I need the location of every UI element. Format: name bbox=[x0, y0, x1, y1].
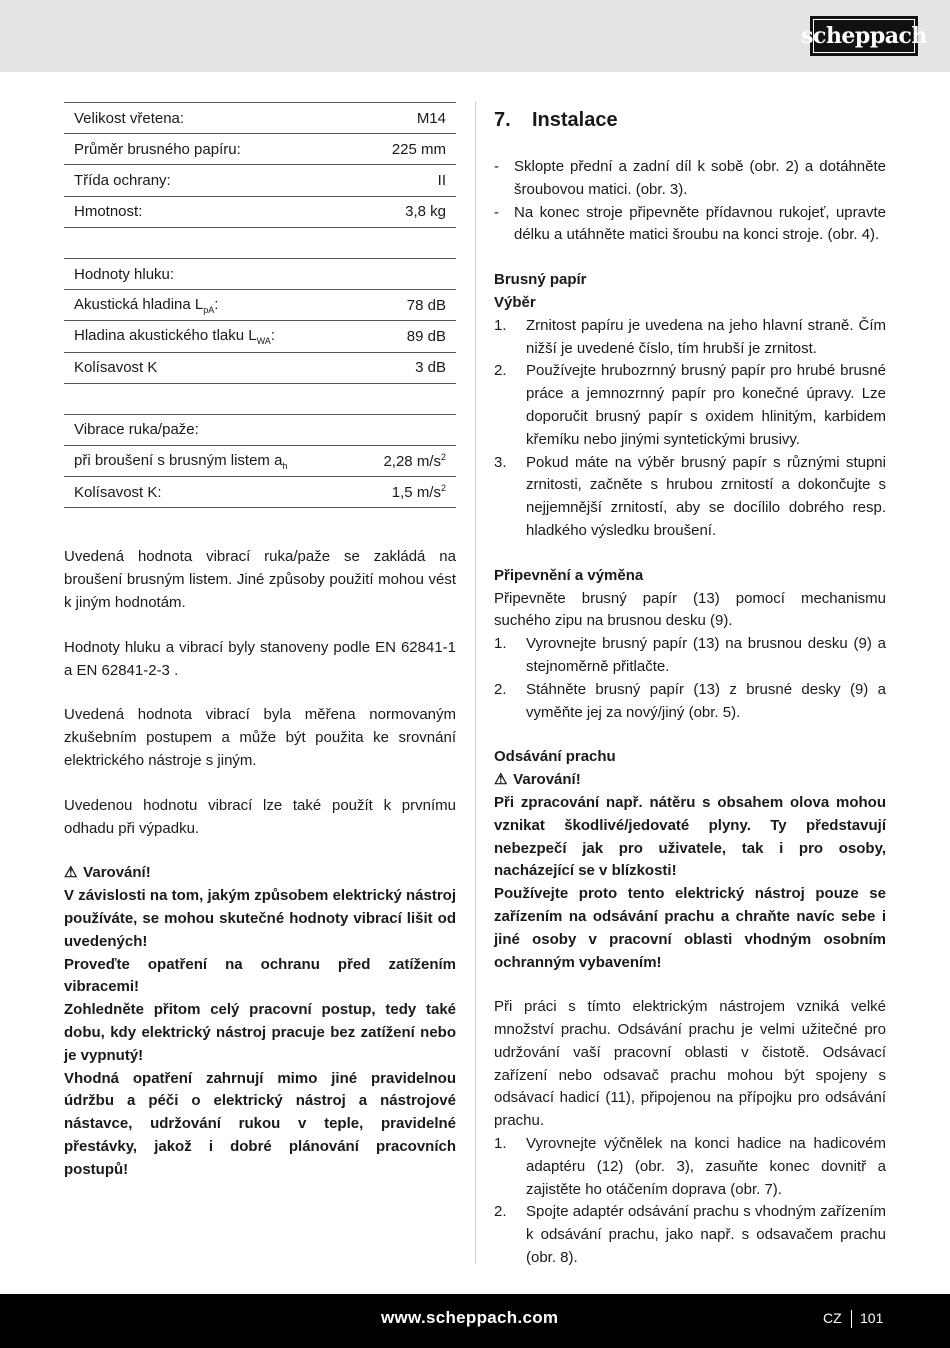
warning-text: Při zpracování např. nátěru s obsahem olova mohou vznikat škodlivé/jedovaté plyny. Ty představují nebezpečí jak pro uživatele, tak i pro osoby, nacházející se v blízkosti! bbox=[494, 793, 886, 880]
spec-value: 1,5 $m/s^2$ bbox=[391, 483, 446, 502]
spec-value: 2,28 $m/s^2$ bbox=[383, 452, 446, 471]
language-code: CZ bbox=[823, 1310, 842, 1326]
warning-text: Proveďte opatření na ochranu před zatížením vibracemi! bbox=[64, 955, 456, 996]
spec-label: Průměr brusného papíru: bbox=[74, 140, 241, 158]
subsection-heading: Odsávání prachu bbox=[494, 748, 616, 766]
spec-label: Hladina akustického tlaku $L_{WA}$: bbox=[74, 326, 275, 346]
footer-bar bbox=[0, 1294, 950, 1348]
spec-label: Kolísavost K bbox=[74, 359, 158, 377]
list-item: - Na konec stroje připevněte přídavnou rukojeť, upravte délku a utáhněte matici šroubu na konci stroje. (obr. 4). bbox=[494, 203, 886, 244]
install-list bbox=[494, 156, 886, 247]
spec-section-title bbox=[64, 259, 456, 290]
scheppach-logo: scheppach bbox=[810, 16, 918, 56]
spec-label: Kolísavost K: bbox=[74, 483, 162, 501]
warning-text: Vhodná opatření zahrnují mimo jiné pravidelnou údržbu a péči o elektrický nástroj a nástrojové nástavce, udržování rukou v teple, pravidelné přestávky, jakož i dobré plánování pracovních postupů! bbox=[64, 1069, 456, 1178]
spec-row bbox=[64, 165, 456, 196]
spec-label: při broušení s brusným listem $a_h$ bbox=[74, 451, 288, 471]
spec-label: Akustická hladina $L_{pA}$: bbox=[74, 295, 219, 315]
spec-empty-row bbox=[64, 384, 456, 415]
choice-list bbox=[494, 315, 886, 543]
website-link[interactable]: www.scheppach.com bbox=[381, 1308, 559, 1327]
spacer bbox=[64, 682, 456, 704]
warning-icon: ⚠ bbox=[494, 771, 508, 789]
list-item: 3. Pokud máte na výběr brusný papír s různými stupni zrnitosti, začněte s hrubou zrnitostí a dokončujte s nejjemnější zrnitostí, aby se docílilo dobrého resp. hladkého výsledku broušení. bbox=[494, 453, 886, 539]
paragraph: Připevněte brusný papír (13) pomocí mechanismu suchého zipu na brusnou desku (9). bbox=[494, 589, 886, 630]
page-number: 101 bbox=[860, 1310, 884, 1326]
paragraph: Uvedenou hodnotu vibrací lze také použít k prvnímu odhadu při výpadku. bbox=[64, 796, 456, 837]
warning-text: V závislosti na tom, jakým způsobem elektrický nástroj používáte, se mohou skutečné hodnoty vibrací lišit od uvedených! bbox=[64, 887, 456, 950]
spacer bbox=[494, 974, 886, 996]
spec-row bbox=[64, 103, 456, 134]
spacer bbox=[64, 840, 456, 862]
warning-heading: ⚠ Varování! bbox=[494, 769, 886, 792]
spec-value: II bbox=[437, 171, 446, 189]
list-item: 2. Používejte hrubozrnný brusný papír pro hrubé brusné práce a jemnozrnný papír pro konečné úpravy. Lze doporučit brusný papír s oxidem hlinitým, karbidem křemíku nebo jinými syntetickými brusivy. bbox=[494, 362, 886, 448]
spec-label: Třída ochrany: bbox=[74, 171, 171, 189]
spacer bbox=[64, 773, 456, 795]
vibration-title: Vibrace ruka/paže: bbox=[74, 421, 199, 439]
spec-row bbox=[64, 446, 456, 477]
footer-separator bbox=[851, 1310, 852, 1328]
warning-text: Zohledněte přitom celý pracovní postup, tedy také dobu, kdy elektrický nástroj pracuje bez zatížení nebo je vypnutý! bbox=[64, 1001, 456, 1064]
spacer bbox=[494, 138, 886, 156]
paragraph: Hodnoty hluku a vibrací byly stanoveny podle EN 62841-1 a EN 62841-2-3 . bbox=[64, 638, 456, 679]
paragraph: Při práci s tímto elektrickým nástrojem vzniká velké množství prachu. Odsávání prachu je velmi užitečné pro udržování vaší pracovní oblasti v čistotě. Odsávací zařízení nebo odsavač prachu mohou být spojeny s odsávací hadicí (11), připojenou na přípojku pro odsávání prachu. bbox=[494, 998, 886, 1130]
noise-title: Hodnoty hluku: bbox=[74, 265, 175, 283]
column-divider bbox=[475, 102, 476, 1264]
subsection-heading: Brusný papír bbox=[494, 271, 587, 289]
list-item: 1. Zrnitost papíru je uvedena na jeho hlavní straně. Čím nižší je uvedené číslo, tím hrubší je zrnitost. bbox=[494, 316, 886, 357]
spacer bbox=[494, 724, 886, 746]
spacer bbox=[64, 615, 456, 637]
dust-list bbox=[494, 1133, 886, 1270]
spec-row bbox=[64, 321, 456, 352]
spec-label: Velikost vřetena: bbox=[74, 109, 185, 127]
left-column bbox=[64, 102, 456, 1182]
list-item: 1. Vyrovnejte brusný papír (13) na brusnou desku (9) a stejnoměrně přitlačte. bbox=[494, 635, 886, 675]
spec-empty-row bbox=[64, 228, 456, 259]
spec-row bbox=[64, 197, 456, 228]
spec-row bbox=[64, 134, 456, 165]
spec-row bbox=[64, 290, 456, 321]
spacer bbox=[494, 247, 886, 269]
list-item: - Sklopte přední a zadní díl k sobě (obr. 2) a dotáhněte šroubovou matici. (obr. 3). bbox=[494, 158, 886, 198]
spec-table bbox=[64, 102, 456, 508]
list-item: 2. Stáhněte brusný papír (13) z brusné desky (9) a vyměňte jej za nový/jiný (obr. 5). bbox=[494, 680, 886, 721]
spec-value: M14 bbox=[416, 109, 446, 127]
spec-value: 89 dB bbox=[406, 327, 446, 345]
spec-value: 3 dB bbox=[415, 359, 446, 377]
warning-icon: ⚠ bbox=[64, 864, 78, 882]
subsection-heading: Připevnění a výměna bbox=[494, 566, 644, 584]
list-item: 1. Vyrovnejte výčnělek na konci hadice na hadicovém adaptéru (12) (obr. 3), zasuňte konec dovnitř a zajistěte ho otáčením doprava (obr. 7). bbox=[494, 1135, 886, 1198]
header-bar bbox=[0, 0, 950, 72]
list-item: 2. Spojte adaptér odsávání prachu s vhodným zařízením k odsávání prachu, jako např. s odsavačem prachu (obr. 8). bbox=[494, 1203, 886, 1267]
warning-heading: ⚠ Varování! bbox=[64, 862, 456, 885]
spec-value: 225 mm bbox=[391, 140, 446, 158]
spec-row bbox=[64, 353, 456, 384]
spec-row bbox=[64, 477, 456, 508]
attach-list bbox=[494, 633, 886, 724]
spacer bbox=[64, 508, 456, 546]
subsection-heading: Výběr bbox=[494, 293, 536, 311]
paragraph: Uvedená hodnota vibrací ruka/paže se zakládá na broušení brusným listem. Jiné způsoby použití mohou vést k jiným hodnotám. bbox=[64, 548, 456, 612]
spec-value: 78 dB bbox=[406, 296, 446, 314]
spec-value: 3,8 kg bbox=[405, 203, 446, 221]
right-column bbox=[494, 102, 886, 1270]
warning-text: Používejte proto tento elektrický nástroj pouze se zařízením na odsávání prachu a chraňte navíc sebe i jiné osoby v pracovní oblasti vhodným osobním ochranným vybavením! bbox=[494, 885, 886, 971]
spacer bbox=[494, 543, 886, 565]
paragraph: Uvedená hodnota vibrací byla měřena normovaným zkušebním postupem a může být použita ke srovnání elektrického nástroje s jiným. bbox=[64, 706, 456, 770]
section-heading: 7. Instalace bbox=[494, 109, 618, 131]
spec-section-title bbox=[64, 415, 456, 446]
spec-label: Hmotnost: bbox=[74, 203, 143, 221]
